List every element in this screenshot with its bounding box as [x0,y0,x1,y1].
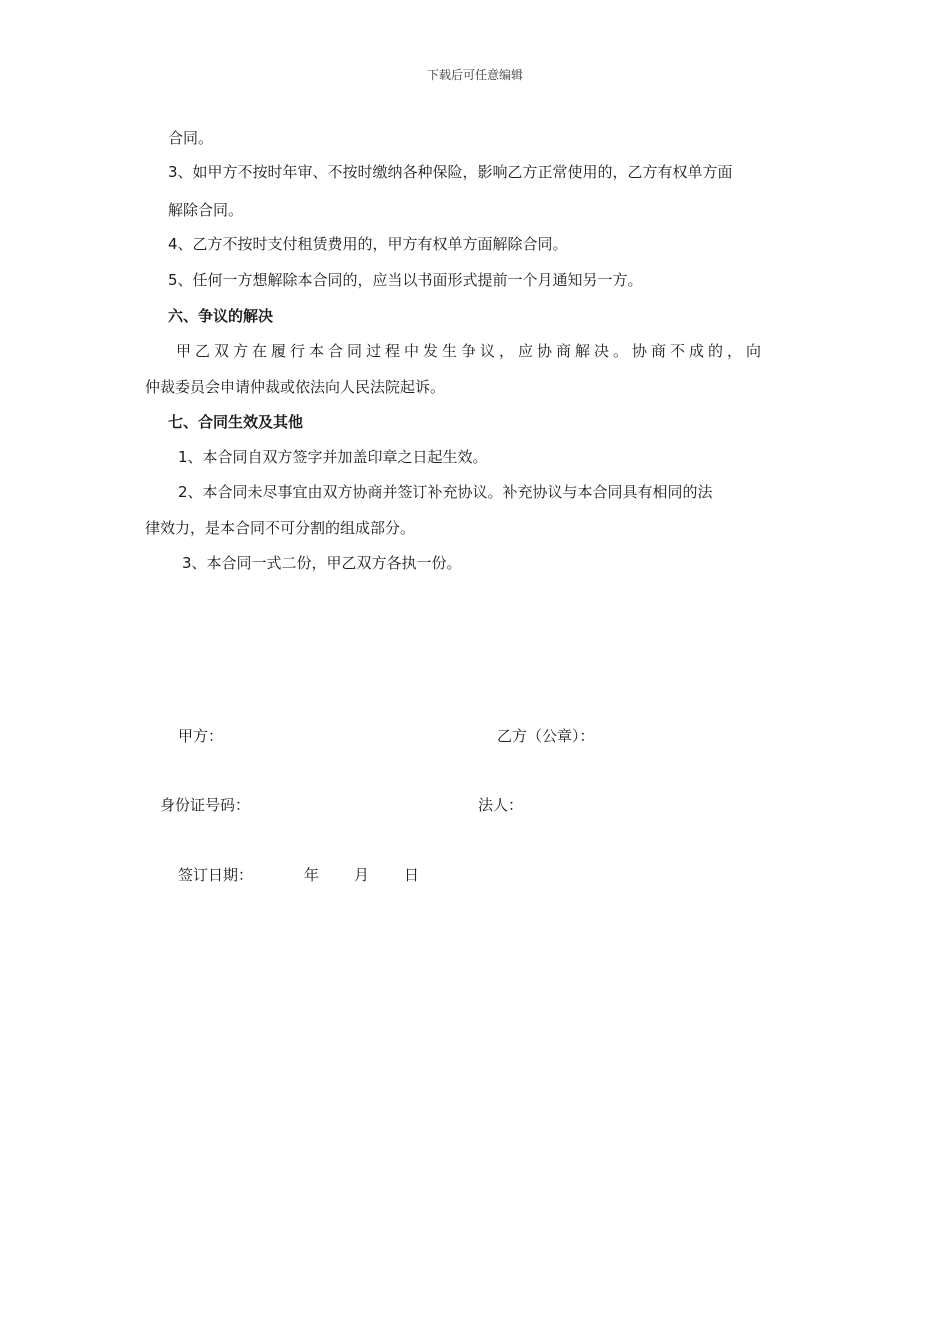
body-line: 5、任何一方想解除本合同的，应当以书面形式提前一个月通知另一方。 [168,271,643,289]
body-line: 2、本合同未尽事宜由双方协商并签订补充协议。补充协议与本合同具有相同的法 [178,483,713,501]
party-a-label: 甲方： [178,727,224,745]
body-line: 仲裁委员会申请仲裁或依法向人民法院起诉。 [145,378,446,396]
date-year: 年 [304,866,320,884]
section-heading-dispute: 六、争议的解决 [168,307,274,325]
section-heading-effect: 七、合同生效及其他 [168,413,304,431]
body-line: 律效力，是本合同不可分割的组成部分。 [145,519,416,537]
page-header: 下载后可任意编辑 [426,68,523,82]
body-line: 3、本合同一式二份，甲乙双方各执一份。 [182,554,462,572]
body-line: 1、本合同自双方签字并加盖印章之日起生效。 [178,448,488,466]
legal-person-label: 法人： [478,796,524,814]
body-line: 甲乙双方在履行本合同过程中发生争议，应协商解决。协商不成的，向 [176,342,766,360]
id-number-label: 身份证号码： [160,796,251,814]
sign-date-label: 签订日期： [178,866,254,884]
party-b-label: 乙方（公章）： [497,727,595,745]
body-line: 合同。 [168,129,214,147]
date-day: 日 [404,866,420,884]
body-line: 4、乙方不按时支付租赁费用的，甲方有权单方面解除合同。 [168,235,568,253]
body-line: 3、如甲方不按时年审、不按时缴纳各种保险，影响乙方正常使用的，乙方有权单方面 [168,163,733,181]
date-month: 月 [354,866,370,884]
body-line: 解除合同。 [168,201,244,219]
